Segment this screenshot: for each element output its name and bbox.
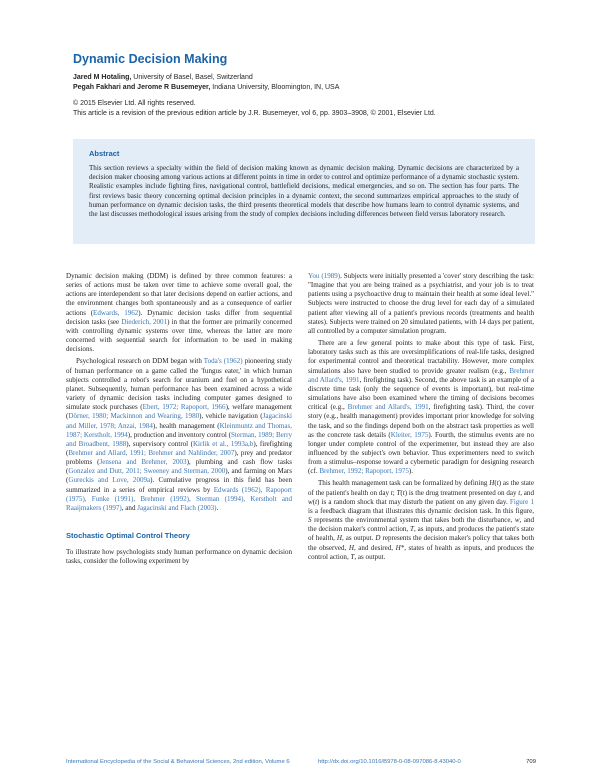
citation-link[interactable]: Dörner, 1980; Mackinnon and Wearing, 1980 bbox=[68, 412, 200, 421]
copyright-line: © 2015 Elsevier Ltd. All rights reserved. bbox=[73, 100, 196, 107]
abstract-box bbox=[73, 139, 535, 244]
body-paragraph: Psychological research on DDM began with Toda's (1962) pioneering study of human performance on a game called the 'fungus eater,' in which human subjects controlled a robot's search for uranium and fuel on a hypothetical planet. Subsequently, human performance has been examined across a wide variety of dynamic decision tasks including computer games designed to simulate stock purchases (Ebert, 1972; Rapoport, 1966), welfare management (Dörner, 1980; Mackinnon and Wearing, 1980), vehicle navigation (Jagacinski and Miller, 1978; Anzai, 1984), health management (Kleinmuntz and Thomas, 1987; Kerstholt, 1994), production and inventory control (Sterman, 1989; Berry and Broadbent, 1988), supervisory control (Kirlik et al., 1993a,b), firefighting (Brehmer and Allard, 1991; Brehmer and Nahlinder, 2007), prey and predator problems (Jensena and Brehmer, 2003), plumbing and cash flow tasks (Gonzalez and Dutt, 2011; Sweeney and Sterman, 2000), and farming on Mars (Gureckis and Love, 2009a). Cumulative progress in this field has been summarized in a series of empirical reviews by Edwards (1962), Rapoport (1975), Funke (1991), Brehmer (1992), Sterman (1994), Kerstholt and Raaijmakers (1997), and Jagacinski and Flach (2003). bbox=[66, 357, 292, 512]
body-paragraph: There are a few general points to make about this type of task. First, laboratory tasks such as this are oversimplifications of real-life tasks, designed for experimental control and theoretical tractability. However, more complex simulations also have been studied to provide greater realism (e.g., Brehmer and Allard's, 1991, firefighting task). Second, the above task is an example of a discrete time task (only the sequence of events is important), but real-time simulations have also been examined where the timing of decisions becomes critical (e.g., Brehmer and Allard's, 1991, firefighting task). Third, the cover story (e.g., health management) provides important prior knowledge for solving the task, and so the findings depend both on the abstract task properties as well as the concrete task details (Kleiter, 1975). Fourth, the stimulus events are no longer under complete control of the experimenter, but instead they are also influenced by the subject's own behavior. Thus experimenters need to switch from a stimulus–response toward a cybernetic paradigm for designing research (cf. Brehmer, 1992; Rapoport, 1975). bbox=[308, 339, 534, 476]
citation-link[interactable]: Jensena and Brehmer, 2003 bbox=[99, 458, 187, 467]
abstract-heading: Abstract bbox=[89, 149, 120, 158]
citation-link[interactable]: Edwards, 1962 bbox=[93, 308, 139, 317]
citation-link[interactable]: Diederich, 2001 bbox=[121, 317, 168, 326]
citation-link[interactable]: Jagacinski and Flach (2003) bbox=[137, 503, 217, 512]
page-number: 709 bbox=[526, 759, 536, 765]
citation-link[interactable]: Brehmer and Allard's, 1991 bbox=[347, 403, 429, 412]
figure-link[interactable]: Figure 1 bbox=[509, 497, 534, 506]
citation-link[interactable]: Kleiter, 1975 bbox=[390, 430, 429, 439]
body-paragraph: To illustrate how psychologists study human performance on dynamic decision tasks, consider the following experiment by bbox=[66, 548, 292, 566]
author-affiliation: Indiana University, Bloomington, IN, USA bbox=[210, 84, 340, 91]
section-heading: Stochastic Optimal Control Theory bbox=[66, 531, 190, 541]
body-paragraph: This health management task can be formalized by defining H(t) as the state of the patient's health on day t; T(t) is the drug treatment presented on day t, and w(t) is a random shock that may disturb the patient on any given day. Figure 1 is a feedback diagram that illustrates this dynamic decision task. In this figure, S represents the environmental system that takes both the disturbance, w, and the decision maker's control action, T, as inputs, and produces the patient's state of health, H, as output. D represents the decision maker's policy that takes both the observed, H, and desired, H*, states of health as inputs, and produces the control action, T, as output. bbox=[308, 479, 535, 561]
citation-link[interactable]: Gureckis and Love, 2009a bbox=[68, 476, 151, 485]
citation-link[interactable]: Ebert, 1972; Rapoport, 1966 bbox=[142, 403, 226, 412]
citation-link[interactable]: Gonzalez and Dutt, 2011; Sweeney and Sterman, 2000 bbox=[68, 467, 226, 476]
citation-link[interactable]: Brehmer and Allard, 1991; Brehmer and Nahlinder, 2007 bbox=[68, 448, 235, 457]
body-column-right bbox=[308, 272, 534, 562]
citation-link[interactable]: Kirlik et al., 1993a,b bbox=[192, 439, 254, 448]
citation-link[interactable]: Toda's (1962) bbox=[203, 357, 243, 366]
citation-link[interactable]: You (1989) bbox=[308, 272, 341, 280]
article-title: Dynamic Decision Making bbox=[73, 52, 228, 66]
author-names: Pegah Fakhari and Jerome R Busemeyer, bbox=[73, 84, 211, 91]
footer-doi-link[interactable]: http://dx.doi.org/10.1016/B978-0-08-097086-8.43040-0 bbox=[318, 759, 461, 765]
revision-note: This article is a revision of the previous edition article by J.R. Busemeyer, vol 6, pp. 3903–3908, © 2001, Elsevier Ltd. bbox=[73, 110, 436, 117]
body-paragraph: You (1989). Subjects were initially presented a 'cover' story describing the task: "Imagine that you are being trained as a psychiatrist, and your job is to treat patients using a psychoactive drug to maintain their health at some ideal level." Subjects were instructed to choose the drug level for each day of a simulated patient after viewing all of a patient's previous records (treatments and health states). Subjects were trained on 20 simulated patients, with 14 days per patient, all controlled by a computer simulation program. bbox=[308, 272, 535, 335]
abstract-text: This section reviews a specialty within the field of decision making known as dynamic decision making. Dynamic decisions are characterized by a decision maker choosing among various actions at different points in time in order to control and optimize performance of a dynamic stochastic system. Realistic examples include fighting fires, navigational control, battlefield decisions, medical emergencies, and so on. The section has four parts. The first reviews basic theory concerning optimal decision principles in a dynamic context, the second summarizes empirical approaches to the study of human performance on dynamic decision tasks, the third presents theoretical models that describe how humans learn to control dynamic systems, and the last discusses methodological issues arising from the study of complex decisions including differences between field versus laboratory research. bbox=[89, 164, 519, 219]
body-column-left bbox=[66, 272, 292, 567]
citation-link[interactable]: Kleinmuntz and Thomas, 1987; Kerstholt, 1994 bbox=[66, 421, 292, 439]
author-names: Jared M Hotaling, bbox=[73, 74, 132, 81]
author-line-1 bbox=[73, 73, 253, 82]
citation-link[interactable]: Edwards (1962), Rapoport (1975), Funke (1991), Brehmer (1992), Sterman (1994), Kerstholt and Raaijmakers (1997) bbox=[66, 485, 292, 512]
footer-source[interactable]: International Encyclopedia of the Social & Behavioral Sciences, 2nd edition, Volume 6 bbox=[66, 759, 290, 765]
body-paragraph: Dynamic decision making (DDM) is defined by three common features: a series of actions must be taken over time to achieve some overall goal, the actions are interdependent so that later decisions depend on earlier actions, and the environment changes both spontaneously and as a consequence of earlier actions (Edwards, 1962). Dynamic decision tasks differ from sequential decision tasks (see Diederich, 2001) in that the former are primarily concerned with controlling dynamic systems over time, whereas the latter are more concerned with sequential search for information to be used in making decisions. bbox=[66, 272, 292, 354]
citation-link[interactable]: Jagacinski and Miller, 1978; Anzai, 1984 bbox=[66, 412, 292, 430]
author-line-2 bbox=[73, 83, 339, 92]
citation-link[interactable]: Brehmer, 1992; Rapoport, 1975 bbox=[319, 467, 409, 476]
citation-link[interactable]: Brehmer and Allard's, 1991 bbox=[308, 366, 534, 384]
author-affiliation: University of Basel, Basel, Switzerland bbox=[131, 74, 253, 81]
citation-link[interactable]: Sterman, 1989; Berry and Broadbent, 1988 bbox=[66, 430, 292, 448]
